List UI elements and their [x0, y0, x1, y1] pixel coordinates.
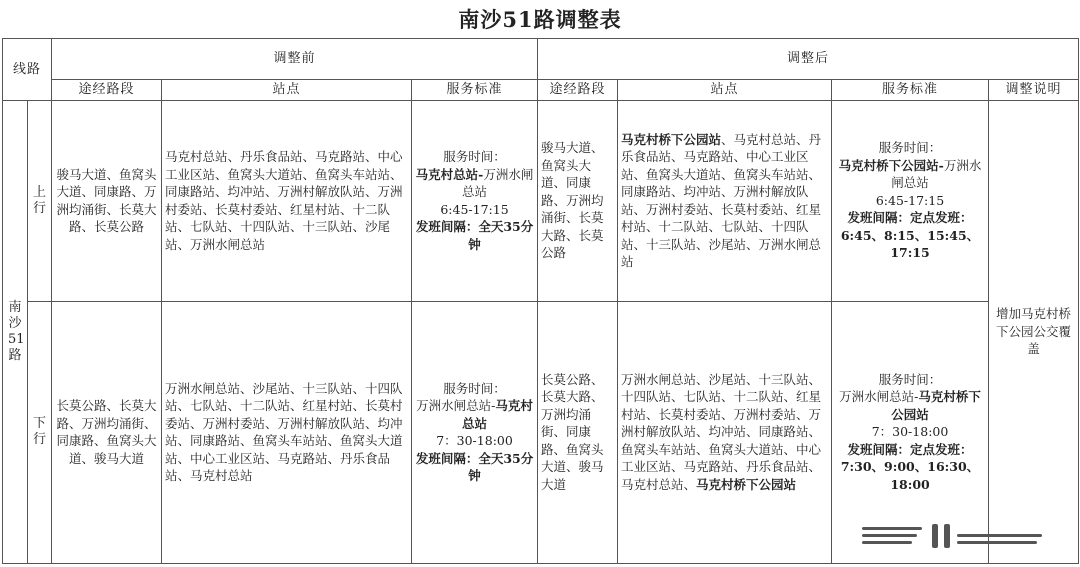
- before-stops-header: 站点: [162, 80, 412, 101]
- up-after-service-route2: 万洲水闸总站: [891, 157, 982, 191]
- up-after-service-route: 马克村桥下公园站-: [838, 157, 944, 173]
- up-after-path: 骏马大道、鱼窝头大道、同康路、万洲均涌街、长莫大路、长莫公路: [538, 100, 618, 301]
- up-after-stops-new: 马克村桥下公园站: [621, 131, 722, 147]
- watermark-logo: [862, 522, 1062, 552]
- down-after-stops-new: 马克村桥下公园站: [696, 476, 797, 492]
- after-stops-header: 站点: [618, 80, 832, 101]
- after-service-header: 服务标准: [832, 80, 989, 101]
- up-before-path: 骏马大道、鱼窝头大道、同康路、万洲均涌街、长莫大路、长莫公路: [52, 100, 162, 301]
- adjustment-table: [2, 38, 1079, 564]
- down-after-service-label: 服务时间：: [878, 371, 942, 387]
- up-before-service-route: 马克村总站-: [415, 166, 484, 182]
- down-after-stops: [618, 301, 832, 563]
- up-after-stops-rest: 、马克村总站、丹乐食品站、马克路站、中心工业区站、鱼窝头大道站、鱼窝头车站站、同康路站、均冲站、万洲村解放队站、万洲村委站、长莫村委站、红星村站、十二队站、七队站、十四队站、十三队站、沙尾站、万洲水闸总站: [621, 131, 822, 269]
- down-after-service-time: 7：30-18:00: [871, 424, 949, 440]
- up-before-service-time: 6:45-17:15: [440, 201, 509, 217]
- direction-up: 上行: [28, 100, 52, 301]
- down-before-service-route: 万洲水闸总站-: [416, 398, 496, 413]
- up-after-service-label: 服务时间：: [878, 140, 942, 156]
- before-path-header: 途经路段: [52, 80, 162, 101]
- adjustment-note: 增加马克村桥下公园公交覆盖: [989, 100, 1079, 563]
- down-before-stops: 万洲水闸总站、沙尾站、十三队站、十四队站、七队站、十二队站、红星村站、长莫村委站、万洲村委站、万洲村解放队站、均冲站、同康路站、鱼窝头车站站、鱼窝头大道站、中心工业区站、马克路站、丹乐食品站、马克村总站: [162, 301, 412, 563]
- up-after-service-time: 6:45-17:15: [875, 192, 945, 208]
- down-before-service-time: 7：30-18:00: [436, 433, 513, 448]
- down-after-interval: 发班间隔：定点发班：7:30、9:00、16:30、18:00: [840, 441, 980, 492]
- down-after-path: 长莫公路、长莫大路、万洲均涌街、同康路、鱼窝头大道、骏马大道: [538, 301, 618, 563]
- down-before-service-label: 服务时间：: [443, 380, 506, 396]
- up-before-interval: 发班间隔：全天35分钟: [415, 219, 534, 252]
- up-before-service-label: 服务时间：: [443, 149, 506, 164]
- after-path-header: 途经路段: [538, 80, 618, 101]
- page-title: 南沙51路调整表: [458, 7, 622, 32]
- before-service-header: 服务标准: [412, 80, 538, 101]
- up-before-stops: 马克村总站、丹乐食品站、马克路站、中心工业区站、鱼窝头大道站、鱼窝头车站站、同康路站、均冲站、万洲村解放队站、万洲村委站、长莫村委站、红星村站、十二队站、七队站、十四队站、十三队站、沙尾站、万洲水闸总站: [162, 100, 412, 301]
- down-after-service-route2: 马克村桥下公园站: [891, 389, 981, 422]
- down-before-path: 长莫公路、长莫大路、万洲均涌街、同康路、鱼窝头大道、骏马大道: [52, 301, 162, 563]
- up-before-service-route2: 万洲水闸总站: [462, 166, 534, 199]
- down-after-service-route: 万洲水闸总站-: [839, 389, 919, 405]
- down-before-interval: 发班间隔：全天35分钟: [415, 450, 534, 483]
- down-before-service: [412, 301, 538, 563]
- down-after-stops-rest: 万洲水闸总站、沙尾站、十三队站、十四队站、七队站、十二队站、红星村站、长莫村委站、万洲村委站、万洲村解放队站、均冲站、同康路站、鱼窝头车站站、鱼窝头大道站、中心工业区站、马克路站、丹乐食品站、马克村总站、: [621, 371, 822, 492]
- route-name: 南沙51路: [3, 100, 28, 563]
- up-after-interval: 发班间隔：定点发班：6:45、8:15、15:45、17:15: [840, 210, 980, 261]
- up-after-stops: [618, 100, 832, 301]
- up-after-service: [832, 100, 989, 301]
- up-before-service: [412, 100, 538, 301]
- direction-down: 下行: [28, 301, 52, 563]
- after-header: 调整后: [538, 39, 1079, 80]
- down-before-service-route2: 马克村总站: [462, 398, 533, 431]
- before-header: 调整前: [52, 39, 538, 80]
- note-header: 调整说明: [989, 80, 1079, 101]
- route-col-header: 线路: [3, 39, 52, 101]
